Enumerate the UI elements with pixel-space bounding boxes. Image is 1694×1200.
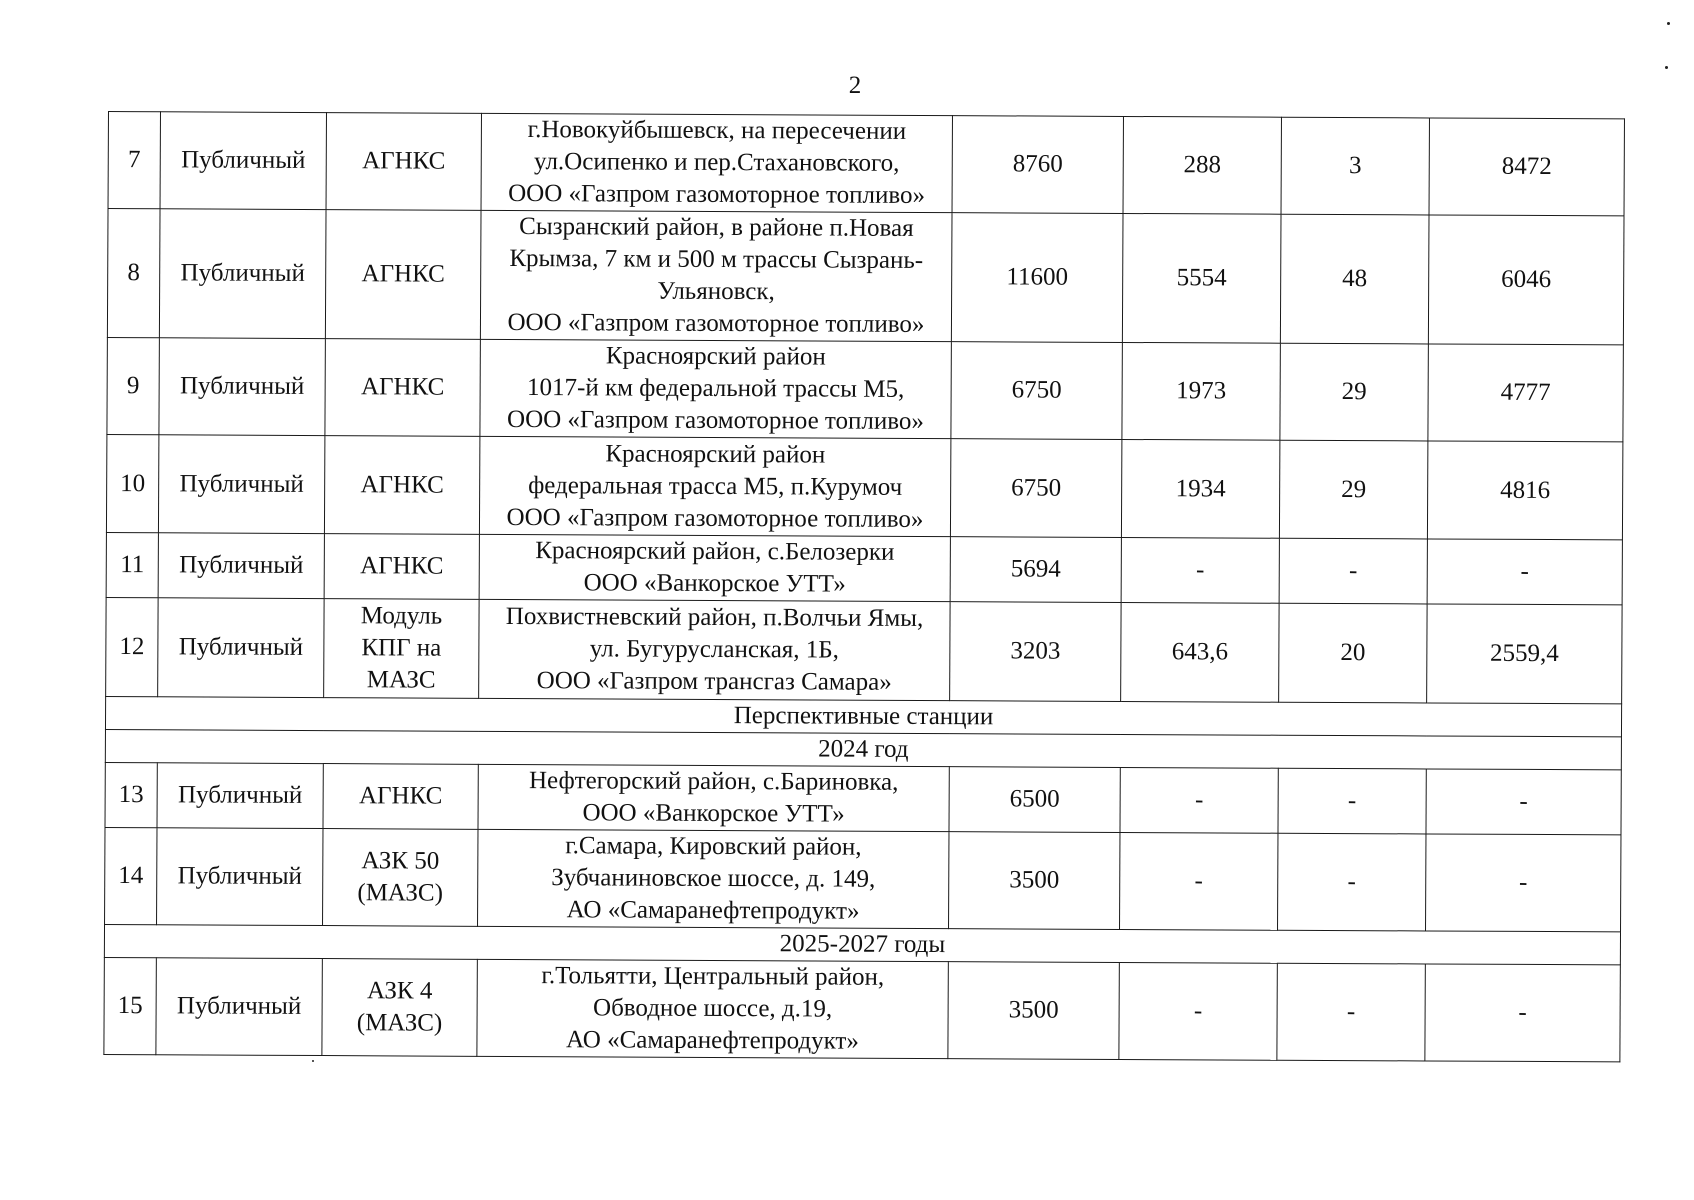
- table-row: [104, 957, 1620, 1061]
- address-cell-line: федеральная трасса М5, п.Курумоч: [528, 471, 903, 501]
- address-cell-line: Похвистневский район, п.Волчьи Ямы,: [505, 602, 924, 632]
- address-cell: [478, 764, 949, 831]
- value-cell-2: 643,6: [1121, 602, 1279, 702]
- value-cell-2: 1934: [1121, 439, 1279, 538]
- row-number-cell: 12: [106, 597, 158, 696]
- station-kind-cell-line: АГНКС: [360, 373, 445, 401]
- value-cell-2: -: [1121, 537, 1279, 603]
- address-cell-line: 1017-й км федеральной трассы М5,: [526, 374, 905, 403]
- address-cell-line: Сызранский район, в районе п.Новая: [519, 213, 914, 242]
- value-cell-1: 6750: [951, 342, 1122, 440]
- station-type-cell: Публичный: [158, 533, 324, 599]
- value-cell-1: 6750: [950, 439, 1121, 538]
- section-header: 2024 год: [105, 729, 1621, 769]
- value-cell-3: -: [1278, 833, 1426, 931]
- value-cell-2: -: [1120, 767, 1278, 833]
- value-cell-3: 29: [1280, 343, 1428, 441]
- value-cell-4: 6046: [1428, 215, 1624, 345]
- value-cell-2: -: [1120, 832, 1278, 930]
- page-number: 2: [848, 72, 862, 99]
- address-cell: [479, 599, 950, 700]
- value-cell-4: 4816: [1427, 441, 1622, 540]
- value-cell-3: -: [1279, 538, 1427, 604]
- station-kind-cell-line: КПГ на: [361, 634, 442, 662]
- row-number-cell: 10: [106, 434, 158, 532]
- address-cell-line: Обводное шоссе, д.19,: [592, 994, 833, 1023]
- value-cell-1: 11600: [951, 213, 1123, 343]
- station-kind-cell: [323, 829, 478, 927]
- station-kind-cell: [324, 534, 479, 600]
- table-row: [106, 434, 1622, 539]
- station-kind-cell-line: АГНКС: [362, 147, 446, 175]
- value-cell-2: 288: [1123, 116, 1281, 214]
- value-cell-2: -: [1119, 962, 1277, 1060]
- address-cell-line: г.Новокуйбышевск, на пересечении: [527, 116, 907, 145]
- station-kind-cell: [323, 764, 478, 830]
- station-kind-cell-line: Модуль: [360, 602, 443, 630]
- scan-speck: [1667, 22, 1670, 25]
- address-cell-line: Нефтегорский район, с.Бариновка,: [528, 767, 899, 796]
- table-row: [105, 827, 1621, 931]
- section-header: 2025-2027 годы: [104, 924, 1620, 964]
- address-cell-line: г.Самара, Кировский район,: [565, 832, 862, 861]
- value-cell-4: 4777: [1428, 344, 1623, 442]
- row-number-cell: 11: [106, 532, 158, 597]
- value-cell-4: 8472: [1429, 118, 1624, 216]
- address-cell: [479, 534, 950, 601]
- address-cell: [477, 959, 948, 1058]
- table-row: [106, 597, 1622, 703]
- address-cell: [481, 113, 952, 212]
- station-kind-cell-line: АЗК 4: [366, 977, 433, 1005]
- table-body: [104, 112, 1625, 1062]
- value-cell-4: -: [1427, 539, 1622, 605]
- address-cell-line: ООО «Ванкорское УТТ»: [583, 569, 846, 598]
- address-cell-line: ул.Осипенко и пер.Стахановского,: [534, 148, 900, 177]
- address-cell-line: г.Тольятти, Центральный район,: [541, 962, 885, 991]
- address-cell-line: ООО «Ванкорское УТТ»: [582, 799, 845, 828]
- address-cell-line: Крымза, 7 км и 500 м трассы Сызрань-: [509, 244, 924, 274]
- value-cell-1: 8760: [952, 116, 1123, 214]
- station-kind-cell: [326, 113, 481, 211]
- address-cell-line: ООО «Газпром газомоторное топливо»: [506, 405, 924, 435]
- value-cell-2: 5554: [1122, 213, 1281, 343]
- address-cell: [478, 829, 949, 928]
- value-cell-3: 29: [1279, 440, 1427, 539]
- table-row: [107, 337, 1623, 441]
- value-cell-1: 3203: [950, 602, 1121, 702]
- station-kind-cell: [324, 436, 479, 535]
- station-kind-cell-line: АГНКС: [360, 552, 444, 580]
- station-kind-cell-line: АГНКС: [360, 470, 444, 499]
- station-type-cell: Публичный: [157, 763, 323, 829]
- address-cell: [480, 210, 952, 341]
- station-kind-cell: [325, 339, 480, 437]
- address-cell-line: ООО «Газпром трансгаз Самара»: [536, 667, 892, 696]
- address-cell-line: АО «Самаранефтепродукт»: [565, 1026, 859, 1055]
- address-cell: [480, 339, 951, 438]
- value-cell-1: 5694: [950, 537, 1121, 603]
- station-type-cell: Публичный: [158, 435, 324, 534]
- address-cell-line: АО «Самаранефтепродукт»: [566, 896, 860, 925]
- value-cell-3: 48: [1280, 214, 1429, 344]
- value-cell-4: -: [1426, 834, 1621, 932]
- address-cell-line: Красноярский район, с.Белозерки: [535, 537, 895, 566]
- stations-table-sheet: [103, 111, 1625, 1062]
- station-type-cell: Публичный: [159, 338, 325, 436]
- scan-speck: [1665, 66, 1668, 69]
- value-cell-2: 1973: [1122, 342, 1280, 440]
- value-cell-1: 3500: [948, 962, 1119, 1060]
- station-kind-cell-line: АГНКС: [361, 260, 445, 288]
- address-cell-line: Красноярский район: [605, 342, 826, 371]
- station-kind-cell: [324, 599, 479, 699]
- station-kind-cell-line: (МАЗС): [357, 879, 443, 907]
- scan-speck: [312, 1060, 314, 1062]
- station-type-cell: Публичный: [159, 209, 326, 339]
- address-cell-line: ул. Бугурусланская, 1Б,: [589, 635, 840, 664]
- address-cell-line: ООО «Газпром газомоторное топливо»: [508, 179, 926, 209]
- value-cell-3: -: [1278, 768, 1426, 834]
- table-row: [106, 532, 1622, 604]
- table-row: [108, 112, 1624, 216]
- table-row: [107, 209, 1624, 345]
- station-type-cell: Публичный: [157, 828, 323, 926]
- address-cell-line: Ульяновск,: [657, 277, 775, 306]
- address-cell: [479, 436, 950, 536]
- station-kind-cell-line: МАЗС: [366, 666, 436, 694]
- address-cell-line: Красноярский район: [605, 439, 826, 469]
- station-kind-cell-line: (МАЗС): [356, 1009, 443, 1037]
- station-kind-cell: [325, 210, 481, 340]
- value-cell-1: 6500: [949, 767, 1120, 833]
- value-cell-3: 20: [1279, 603, 1427, 703]
- address-cell-line: Зубчаниновское шоссе, д. 149,: [551, 864, 876, 893]
- row-number-cell: 15: [104, 957, 156, 1054]
- row-number-cell: 13: [105, 762, 157, 827]
- row-number-cell: 7: [108, 112, 160, 209]
- stations-table: [103, 111, 1625, 1062]
- row-number-cell: 9: [107, 337, 159, 434]
- address-cell-line: ООО «Газпром газомоторное топливо»: [507, 308, 925, 338]
- row-number-cell: 8: [107, 209, 160, 338]
- row-number-cell: 14: [105, 827, 157, 924]
- value-cell-4: -: [1426, 769, 1621, 835]
- station-kind-cell-line: АЗК 50: [361, 847, 440, 875]
- section-header: Перспективные станции: [105, 696, 1621, 736]
- value-cell-4: -: [1425, 964, 1620, 1062]
- value-cell-1: 3500: [949, 832, 1120, 930]
- value-cell-4: 2559,4: [1427, 604, 1622, 704]
- station-type-cell: Публичный: [160, 112, 326, 210]
- table-row: [105, 762, 1621, 834]
- station-kind-cell: [322, 959, 477, 1057]
- address-cell-line: ООО «Газпром газомоторное топливо»: [506, 503, 924, 533]
- station-kind-cell-line: АГНКС: [358, 782, 443, 810]
- station-type-cell: Публичный: [158, 598, 324, 698]
- value-cell-3: 3: [1281, 117, 1429, 215]
- value-cell-3: -: [1277, 963, 1425, 1061]
- station-type-cell: Публичный: [156, 958, 322, 1056]
